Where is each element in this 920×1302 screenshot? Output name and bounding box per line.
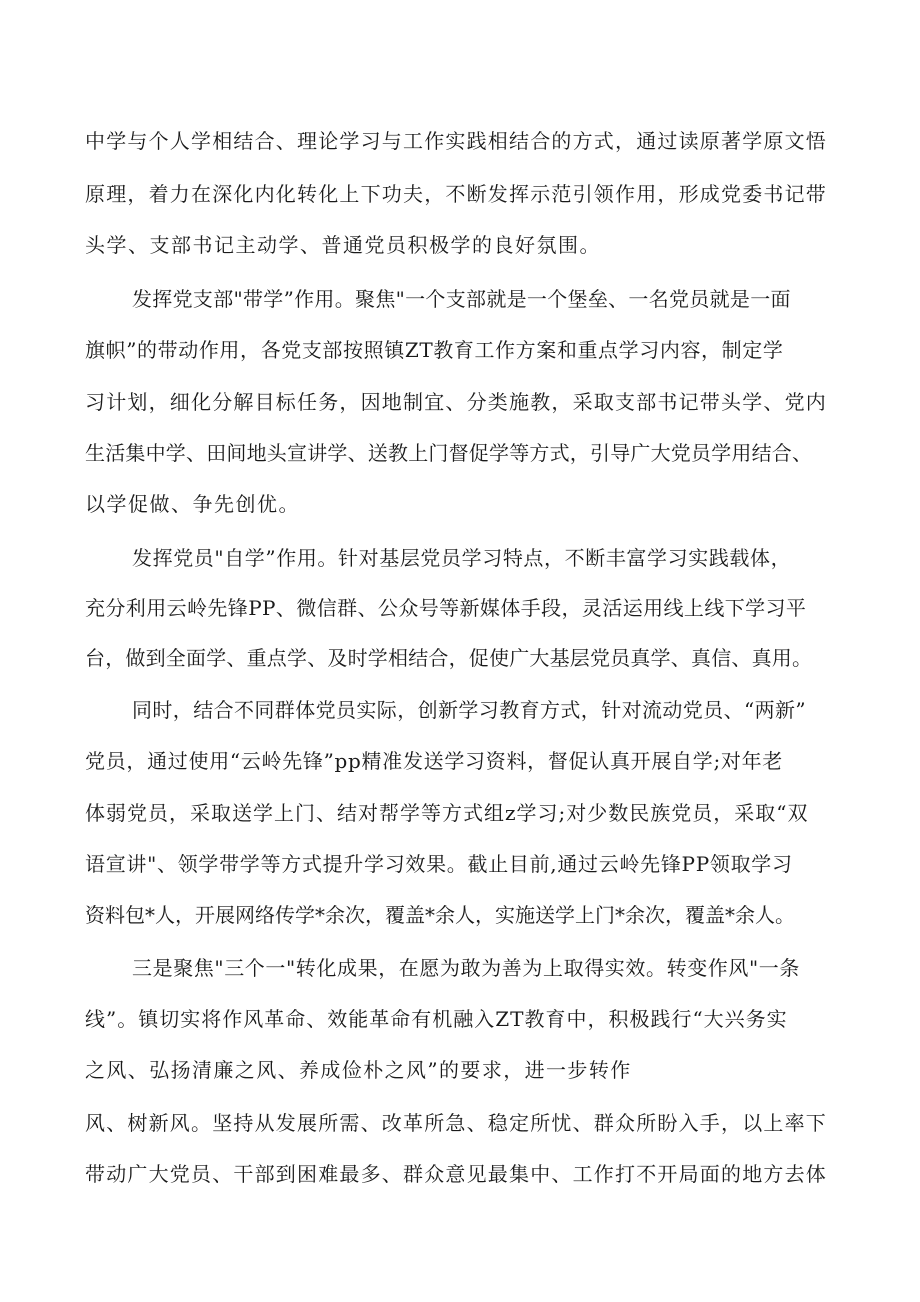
- text-line: 头学、支部书记主动学、普通党员积极学的良好氛围。: [85, 233, 601, 257]
- text-line: 台，做到全面学、重点学、及时学相结合，促使广大基层党员真学、真信、真用。: [85, 646, 813, 670]
- text-line: 以学促做、争先创优。: [85, 492, 300, 516]
- text-line: 三是聚焦"三个一"转化成果，在愿为敢为善为上取得实效。转变作风"一条: [132, 956, 800, 980]
- text-line: 语宣讲"、领学带学等方式提升学习效果。截止目前,通过云岭先锋PP领取学习: [85, 852, 793, 876]
- text-line: 风、树新风。坚持从发展所需、改革所急、稳定所忧、群众所盼入手，以上率下: [85, 1111, 827, 1135]
- text-line: 党员，通过使用“云岭先锋”pp精准发送学习资料，督促认真开展自学;对年老: [85, 749, 783, 773]
- text-line: 资料包*人，开展网络传学*余次，覆盖*余人，实施送学上门*余次，覆盖*余人。: [85, 903, 795, 927]
- text-line: 充分利用云岭先锋PP、微信群、公众号等新媒体手段，灵活运用线上线下学习平: [85, 596, 807, 620]
- text-line: 习计划，细化分解目标任务，因地制宜、分类施教，采取支部书记带头学、党内: [85, 390, 827, 414]
- text-line: 线”。镇切实将作风革命、效能革命有机融入ZT教育中，积极践行“大兴务实: [85, 1007, 788, 1031]
- text-line: 体弱党员，采取送学上门、结对帮学等方式组z学习;对少数民族党员，采取“双: [85, 801, 809, 825]
- text-line: 带动广大党员、干部到困难最多、群众意见最集中、工作打不开局面的地方去体: [85, 1162, 827, 1186]
- text-line: 发挥党员"自学”作用。针对基层党员学习特点，不断丰富学习实践载体，: [132, 546, 792, 570]
- text-line: 旗帜”的带动作用，各党支部按照镇ZT教育工作方案和重点学习内容，制定学: [85, 338, 784, 362]
- text-line: 生活集中学、田间地头宣讲学、送教上门督促学等方式，引导广大党员学用结合、: [85, 441, 813, 465]
- text-line: 之风、弘扬清廉之风、养成俭朴之风”的要求，进一步转作: [85, 1058, 632, 1082]
- text-line: 原理，着力在深化内化转化上下功夫，不断发挥示范引领作用，形成党委书记带: [85, 182, 827, 206]
- text-line: 发挥党支部"带学”作用。聚焦"一个支部就是一个堡垒、一名党员就是一面: [132, 287, 791, 311]
- text-line: 同时，结合不同群体党员实际，创新学习教育方式，针对流动党员、“两新”: [132, 698, 807, 722]
- text-line: 中学与个人学相结合、理论学习与工作实践相结合的方式，通过读原著学原文悟: [85, 129, 827, 153]
